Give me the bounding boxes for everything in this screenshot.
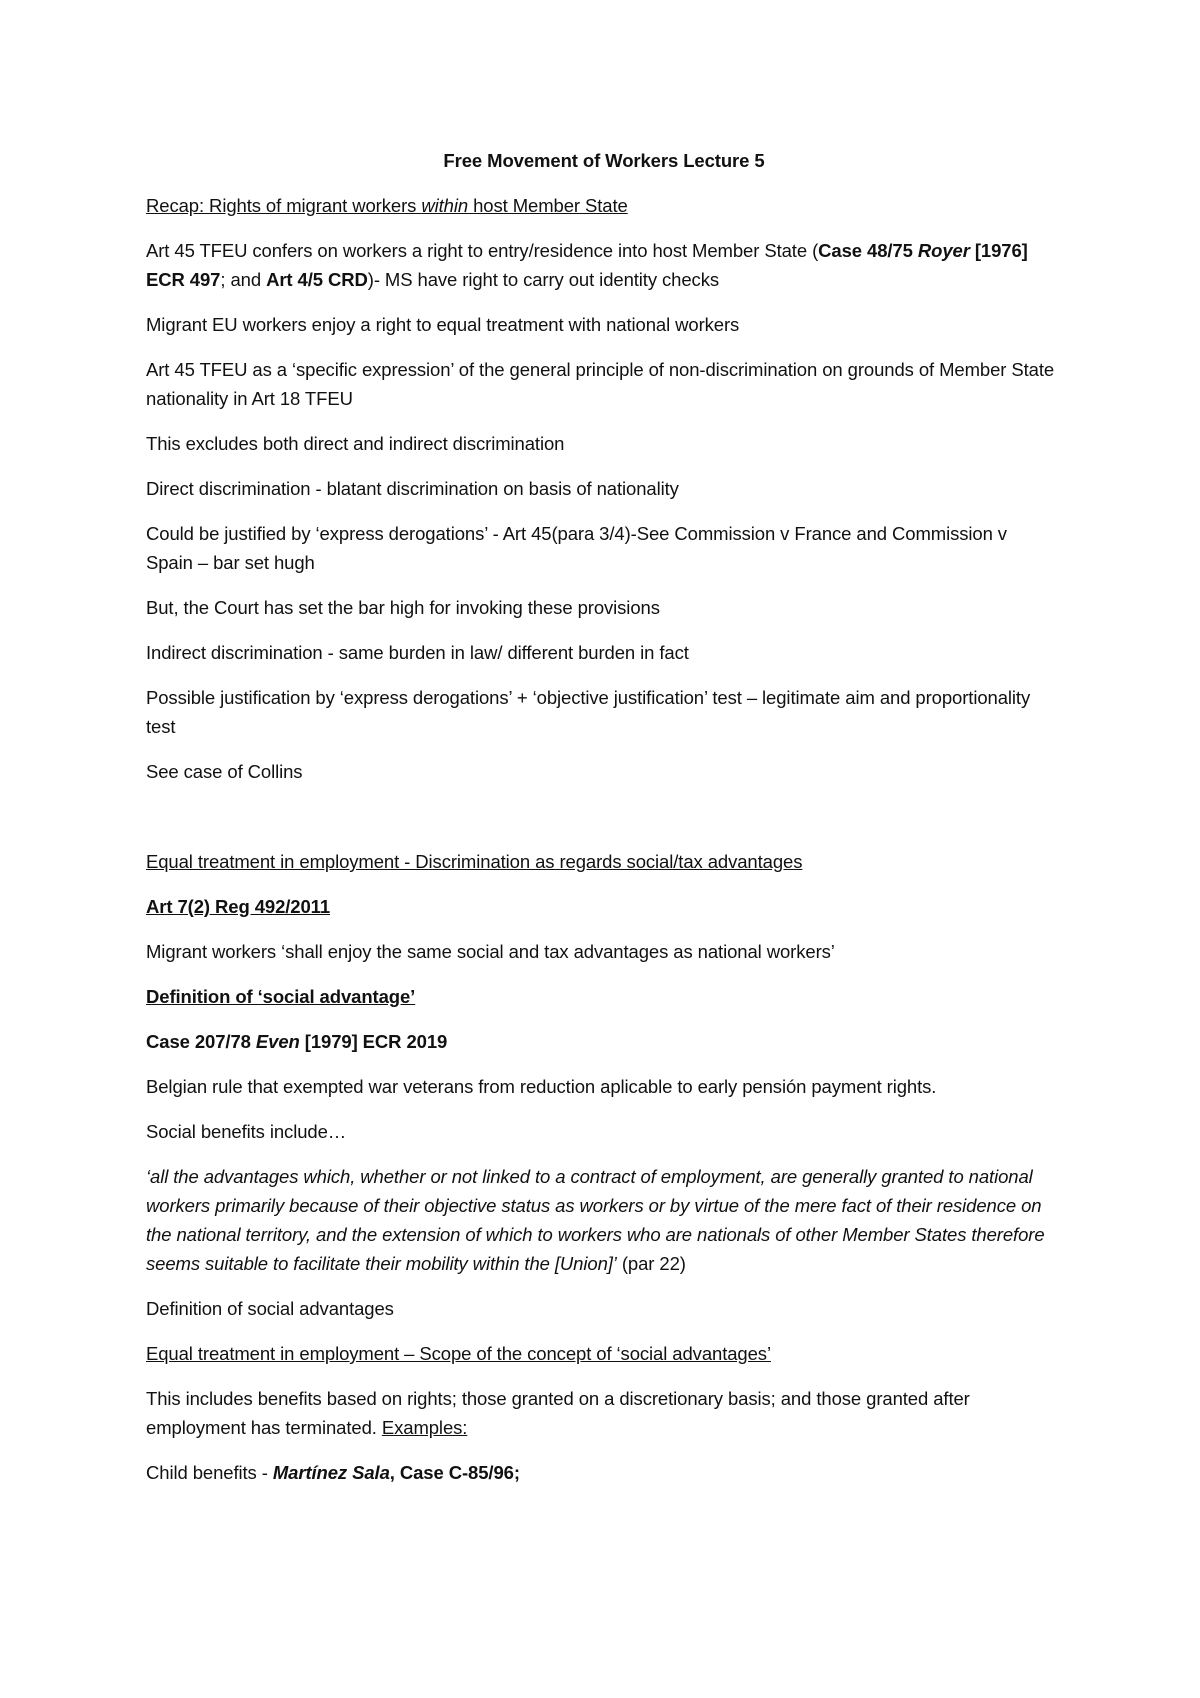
heading-definition-social-advantage: Definition of ‘social advantage’: [146, 986, 416, 1007]
paragraph-collins: See case of Collins: [146, 761, 303, 782]
recap-heading-italic: within: [421, 195, 469, 216]
child-benefits-text: Child benefits -: [146, 1462, 273, 1483]
paragraph-excludes: This excludes both direct and indirect discrimination: [146, 433, 565, 454]
paragraph-belgian-rule: Belgian rule that exempted war veterans from reduction aplicable to early pensión payment rights.: [146, 1076, 937, 1097]
paragraph-social-benefits: Social benefits include…: [146, 1121, 347, 1142]
crd-reference: Art 4/5 CRD: [266, 269, 368, 290]
paragraph-justified: Could be justified by ‘express derogations’ - Art 45(para 3/4)-See Commission v France and Commission v Spain – bar set hugh: [146, 523, 1007, 573]
quote-text: ‘all the advantages which, whether or not linked to a contract of employment, are generally granted to national workers primarily because of their objective status as workers or by virtue of the mere fact of their residence on the national territory, and the extension of which to workers who are nationals of other Member States therefore seems suitable to facilitate their mobility within the [Union]’: [146, 1166, 1045, 1274]
case-ecr-even: [1979] ECR 2019: [299, 1031, 448, 1052]
recap-heading-text-end: host Member State: [468, 195, 628, 216]
paragraph-child-benefits: [146, 1458, 1056, 1487]
paragraph-indirect-discrimination: Indirect discrimination - same burden in law/ different burden in fact: [146, 642, 689, 663]
paragraph-includes: [146, 1384, 1056, 1442]
paragraph-equal-treatment: Migrant EU workers enjoy a right to equal treatment with national workers: [146, 314, 740, 335]
page-title: Free Movement of Workers Lecture 5: [443, 150, 765, 171]
case-ecr: [1976] ECR 497: [146, 240, 1028, 290]
includes-text: This includes benefits based on rights; those granted on a discretionary basis; and those granted after employment has terminated.: [146, 1388, 970, 1438]
case-name-even: Even: [255, 1031, 300, 1052]
heading-case-even: [146, 1027, 1056, 1056]
case-number: Case 207/78: [146, 1031, 256, 1052]
paragraph-quote: [146, 1162, 1056, 1278]
art45-text-end: )- MS have right to carry out identity checks: [367, 269, 720, 290]
document-body: [146, 146, 1056, 1503]
blank-line: [146, 802, 1056, 847]
paragraph-definition-social: Definition of social advantages: [146, 1298, 394, 1319]
paragraph-migrant-workers: Migrant workers ‘shall enjoy the same social and tax advantages as national workers’: [146, 941, 835, 962]
quote-reference: (par 22): [616, 1253, 686, 1274]
paragraph-court-bar: But, the Court has set the bar high for invoking these provisions: [146, 597, 660, 618]
heading-equal-social-tax: Equal treatment in employment - Discrimination as regards social/tax advantages: [146, 851, 803, 872]
case-name-royer: Royer: [917, 240, 970, 261]
case-number-child: , Case C-85/96;: [389, 1462, 520, 1483]
art45-and: ; and: [220, 269, 267, 290]
case-reference: Case 48/75: [818, 240, 913, 261]
paragraph-specific-expression: Art 45 TFEU as a ‘specific expression’ of the general principle of non-discrimination on grounds of Member State nationality in Art 18 TFEU: [146, 359, 1055, 409]
paragraph-art45-entry: [146, 236, 1056, 294]
paragraph-direct-discrimination: Direct discrimination - blatant discrimination on basis of nationality: [146, 478, 679, 499]
art45-text: Art 45 TFEU confers on workers a right to entry/residence into host Member State (: [146, 240, 819, 261]
heading-art7: Art 7(2) Reg 492/2011: [146, 896, 331, 917]
case-name-martinez-sala: Martínez Sala: [272, 1462, 390, 1483]
heading-scope: Equal treatment in employment – Scope of the concept of ‘social advantages’: [146, 1343, 771, 1364]
paragraph-possible-justification: Possible justification by ‘express derogations’ + ‘objective justification’ test – legitimate aim and proportionality test: [146, 687, 1031, 737]
recap-heading-text: Recap: Rights of migrant workers: [146, 195, 422, 216]
examples-label: Examples:: [381, 1417, 468, 1438]
recap-heading: [146, 191, 1056, 220]
